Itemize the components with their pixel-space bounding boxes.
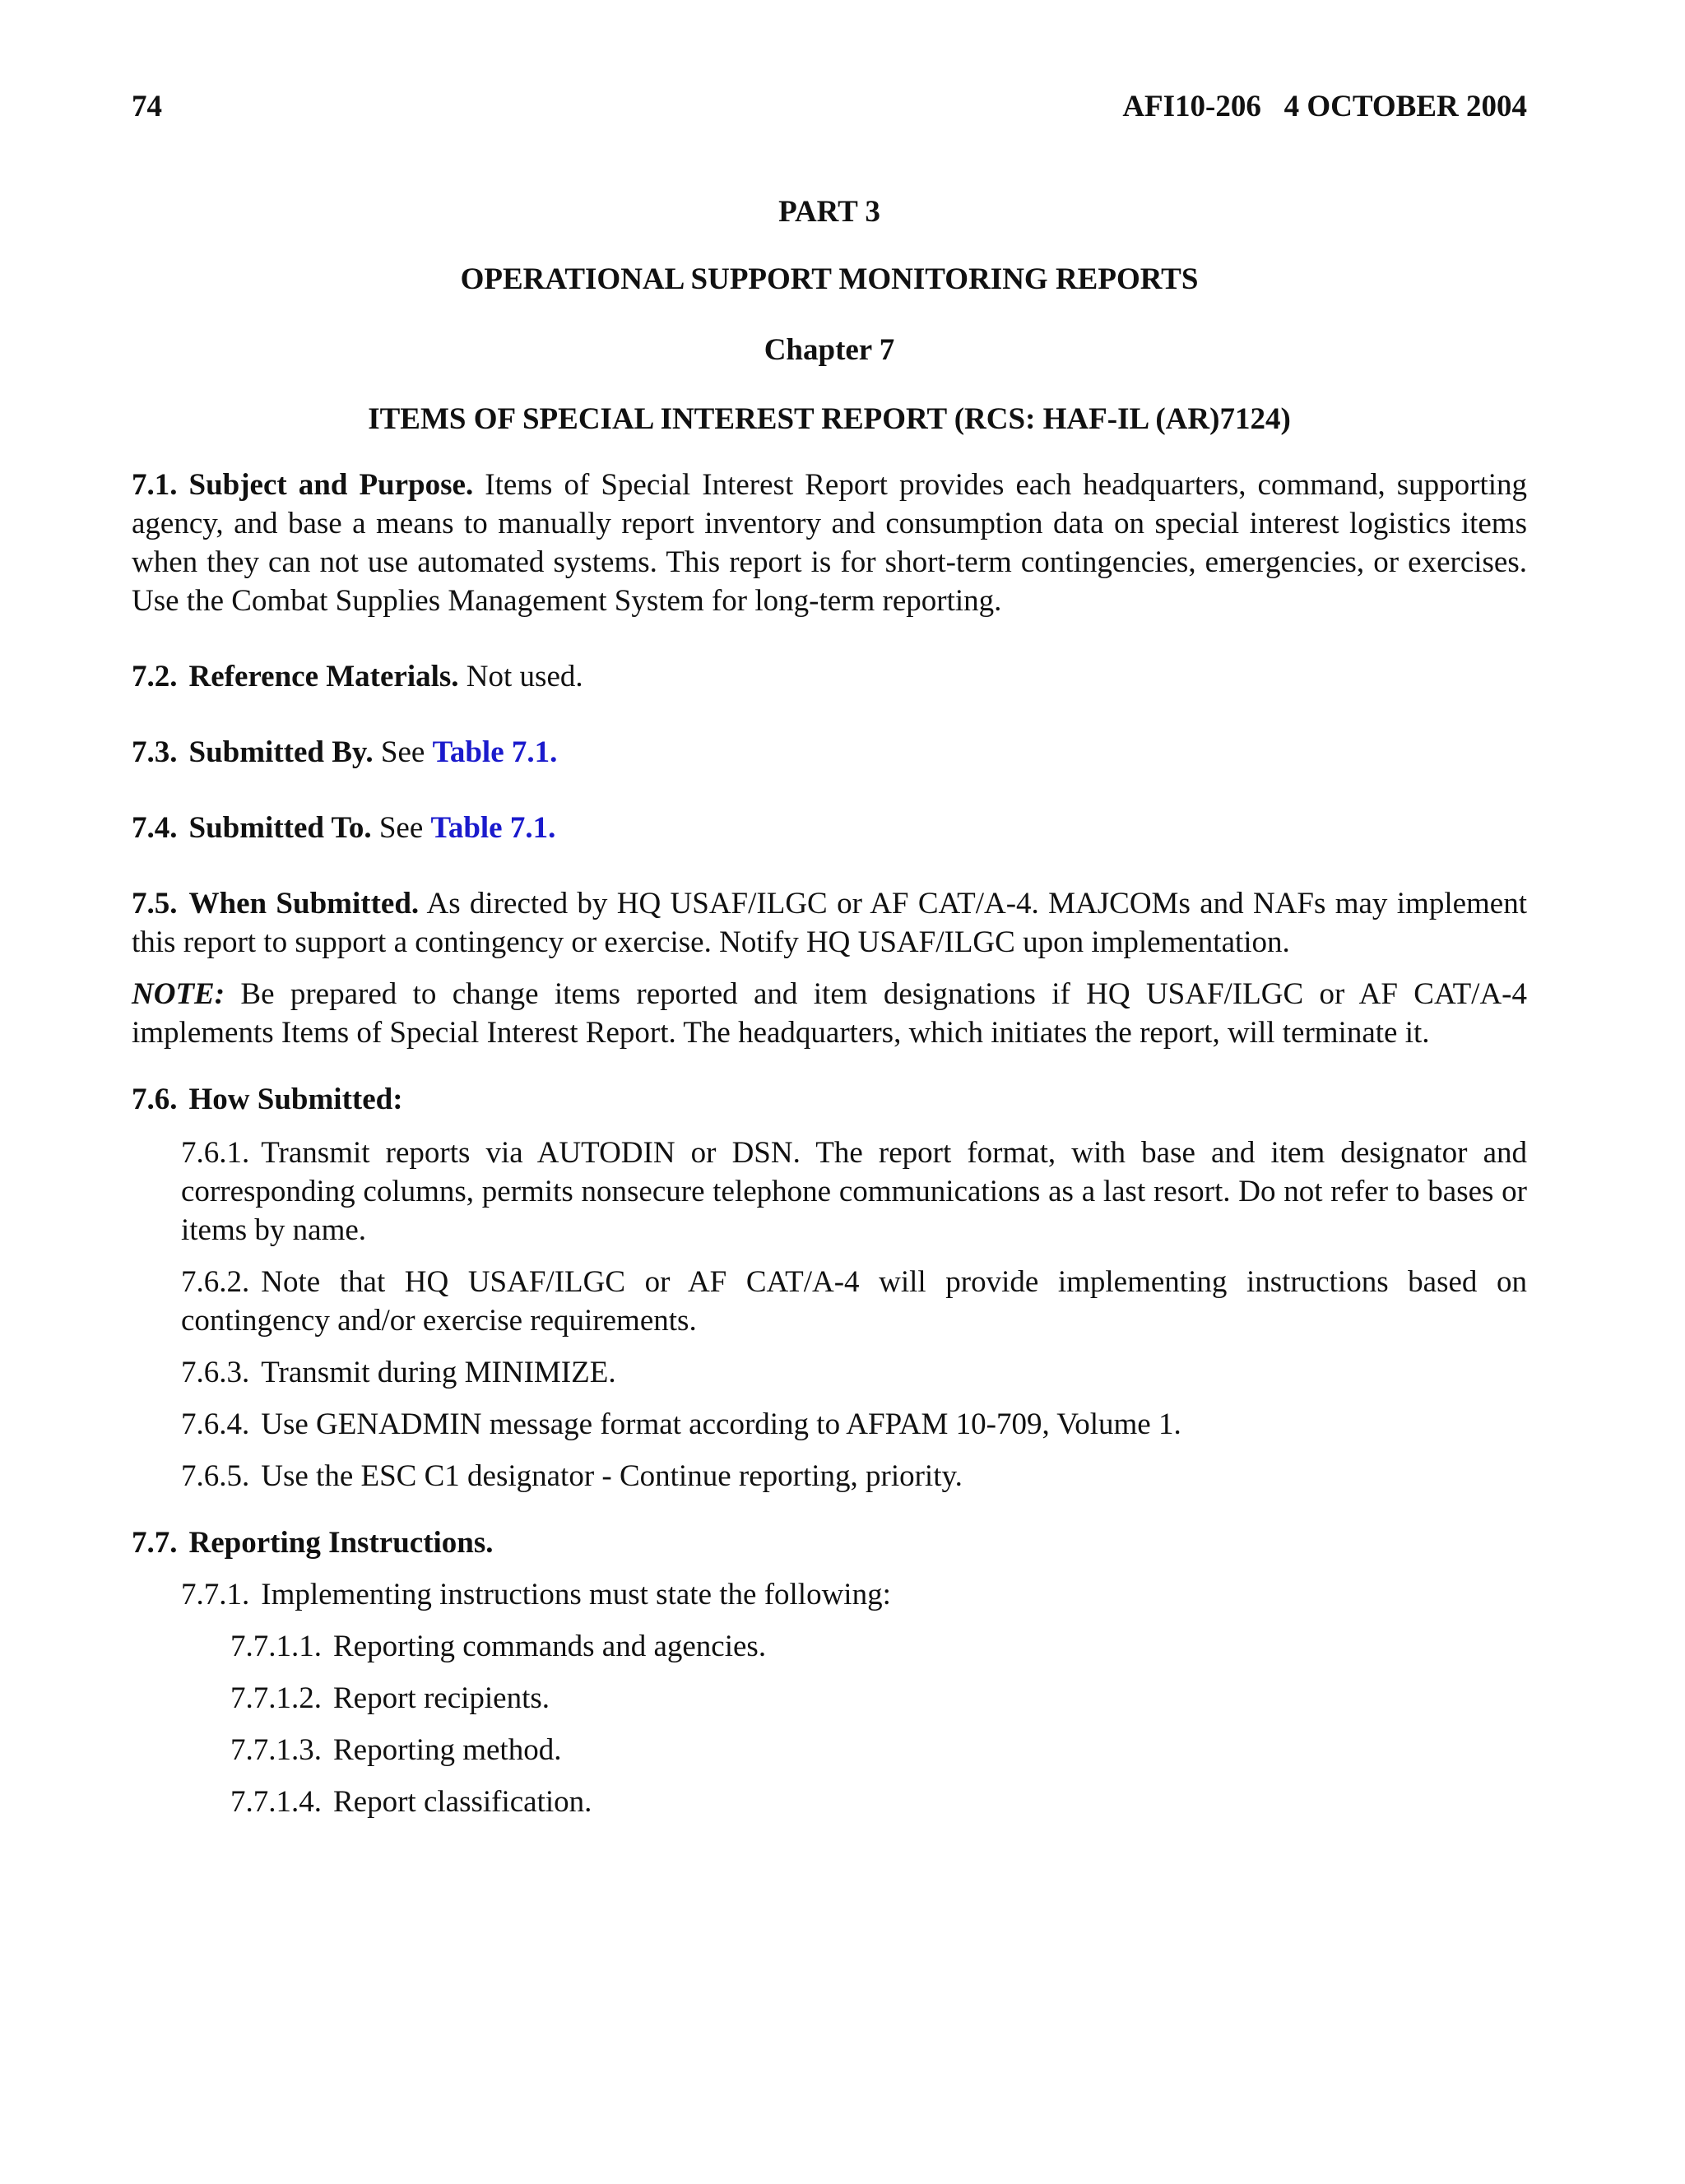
chapter-heading: Chapter 7 [764, 333, 895, 367]
section-7-7-1 [181, 1575, 1527, 1614]
item-text: Reporting method. [333, 1733, 562, 1767]
item-text: Report recipients. [333, 1681, 550, 1715]
item-number: 7.6.4. [181, 1407, 250, 1441]
chapter-title: ITEMS OF SPECIAL INTEREST REPORT (RCS: HAF-IL (AR)7124) [368, 402, 1291, 436]
section-7-6-5 [181, 1457, 1527, 1495]
section-7-4 [132, 809, 1527, 847]
table-7-1-link[interactable]: Table 7.1. [432, 735, 558, 769]
section-7-7 [132, 1523, 1527, 1562]
note-text: Be prepared to change items reported and item designations if HQ USAF/ILGC or AF CAT/A-4 implements Items of Special Interest Report. The headquarters, which initiates the report, will terminate it. [132, 977, 1528, 1050]
document-page [132, 89, 1527, 1821]
section-7-6-title: How Submitted: [188, 1083, 403, 1116]
section-7-1-title: Subject and Purpose. [188, 468, 474, 502]
item-number: 7.7.1. [181, 1578, 250, 1611]
item-text: Use GENADMIN message format according to AFPAM 10-709, Volume 1. [261, 1407, 1181, 1441]
item-text: Transmit reports via AUTODIN or DSN. The report format, with base and item designator and corresponding columns, permits nonsecure telephone communications as a last resort. Do not refer to bases or items by name. [181, 1136, 1527, 1247]
section-7-7-number: 7.7. [132, 1526, 178, 1560]
section-7-6-1 [181, 1134, 1527, 1250]
item-number: 7.7.1.4. [230, 1785, 322, 1819]
item-text: Report classification. [333, 1785, 592, 1819]
section-7-6 [132, 1080, 1527, 1119]
item-text: Use the ESC C1 designator - Continue reporting, priority. [261, 1459, 963, 1493]
section-7-4-text: See [378, 811, 424, 845]
page-number: 74 [132, 90, 162, 123]
section-7-7-1-1 [230, 1627, 1527, 1666]
item-text: Implementing instructions must state the following: [261, 1578, 891, 1611]
item-number: 7.6.2. [181, 1265, 250, 1299]
section-7-6-3 [181, 1353, 1527, 1392]
item-number: 7.7.1.2. [230, 1681, 322, 1715]
item-text: Transmit during MINIMIZE. [261, 1356, 616, 1389]
note-label: NOTE: [132, 977, 225, 1011]
page-header [132, 89, 1527, 135]
part-title: OPERATIONAL SUPPORT MONITORING REPORTS [460, 262, 1199, 296]
item-text: Note that HQ USAF/ILGC or AF CAT/A-4 will provide implementing instructions based on contingency and/or exercise requirements. [181, 1265, 1527, 1338]
item-number: 7.6.1. [181, 1136, 250, 1170]
section-7-4-number: 7.4. [132, 811, 178, 845]
part-heading: PART 3 [778, 195, 880, 229]
section-7-7-1-2 [230, 1679, 1527, 1718]
section-7-2 [132, 657, 1527, 696]
section-7-2-text: Not used. [466, 660, 583, 693]
section-7-7-title: Reporting Instructions. [188, 1526, 494, 1560]
section-7-3-text: See [380, 735, 425, 769]
section-7-6-4 [181, 1405, 1527, 1444]
section-7-5-text: As directed by HQ USAF/ILGC or AF CAT/A-4. MAJCOMs and NAFs may implement this report to support a contingency or exercise. Notify HQ USAF/ILGC upon implementation. [132, 887, 1528, 959]
section-7-1-number: 7.1. [132, 468, 178, 502]
table-7-1-link[interactable]: Table 7.1. [430, 811, 556, 845]
item-number: 7.6.3. [181, 1356, 250, 1389]
section-7-3-number: 7.3. [132, 735, 178, 769]
section-7-6-2 [181, 1263, 1527, 1340]
section-7-3 [132, 733, 1527, 772]
item-text: Reporting commands and agencies. [333, 1630, 767, 1663]
section-7-4-title: Submitted To. [188, 811, 372, 845]
note [132, 975, 1527, 1052]
section-7-1 [132, 466, 1527, 620]
section-7-7-1-3 [230, 1731, 1527, 1769]
item-number: 7.6.5. [181, 1459, 250, 1493]
section-7-6-number: 7.6. [132, 1083, 178, 1116]
section-7-1-text: Items of Special Interest Report provides each headquarters, command, supporting agency, and base a means to manually report inventory and consumption data on special interest logistics items when they can not use automated systems. This report is for short-term contingencies, emergencies, or exercises. Use the Combat Supplies Management System for long-term reporting. [132, 468, 1528, 618]
section-7-5-number: 7.5. [132, 887, 178, 920]
section-7-7-1-4 [230, 1783, 1527, 1821]
section-7-5-title: When Submitted. [188, 887, 420, 920]
section-7-2-number: 7.2. [132, 660, 178, 693]
section-7-2-title: Reference Materials. [188, 660, 459, 693]
document-id: AFI10-206 4 OCTOBER 2004 [1122, 90, 1527, 123]
item-number: 7.7.1.1. [230, 1630, 322, 1663]
section-7-5 [132, 884, 1527, 962]
item-number: 7.7.1.3. [230, 1733, 322, 1767]
section-7-3-title: Submitted By. [188, 735, 374, 769]
